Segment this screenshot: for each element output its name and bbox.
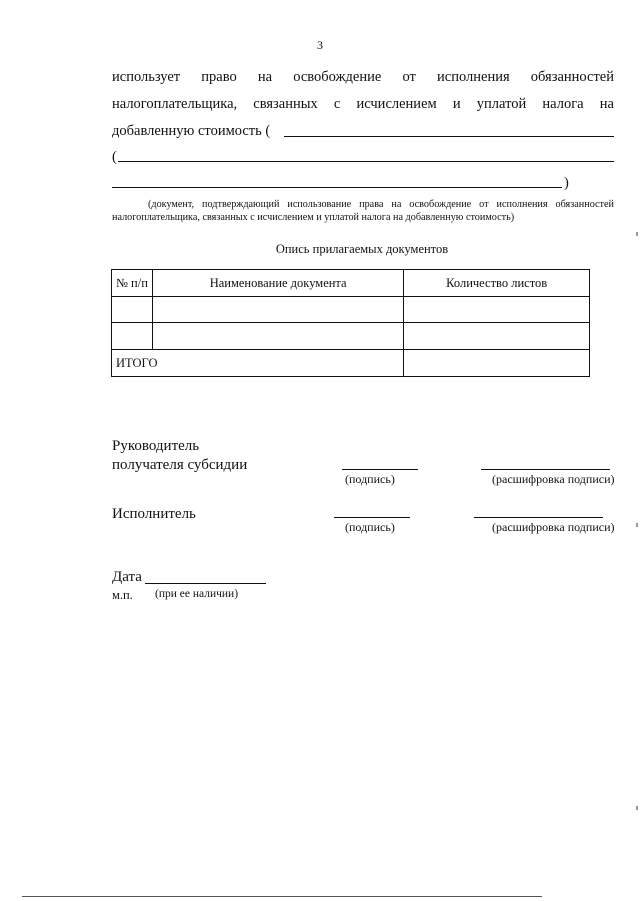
signature-caption: (подпись) xyxy=(345,472,395,486)
table-cell[interactable] xyxy=(112,297,153,323)
word: связанных xyxy=(253,96,318,112)
documents-table xyxy=(111,269,590,377)
word: обязанностей xyxy=(530,69,614,85)
date-line[interactable] xyxy=(145,583,266,584)
word: от xyxy=(402,69,416,85)
table-cell[interactable] xyxy=(112,323,153,350)
margin-mark xyxy=(636,232,638,236)
table-row xyxy=(112,323,590,350)
executor-decode-line[interactable] xyxy=(474,517,603,518)
executor-label: Исполнитель xyxy=(112,506,196,522)
word: на xyxy=(599,96,614,112)
stamp-note: (при ее наличии) xyxy=(155,588,239,600)
page-bottom-rule xyxy=(22,896,542,897)
word: на xyxy=(257,69,273,85)
date-label: Дата xyxy=(112,569,142,585)
table-cell[interactable] xyxy=(404,297,590,323)
fill-in-line[interactable] xyxy=(112,187,562,188)
table-header-row xyxy=(112,270,590,297)
table-cell[interactable] xyxy=(404,323,590,350)
decode-caption: (расшифровка подписи) xyxy=(492,472,615,486)
word: исполнения xyxy=(437,69,510,85)
head-label-line-2: получателя субсидии xyxy=(112,457,248,473)
executor-signature-line[interactable] xyxy=(334,517,410,518)
column-header: № п/п xyxy=(112,270,153,297)
word: право xyxy=(201,69,237,85)
word: с xyxy=(333,96,341,112)
signature-caption: (подпись) xyxy=(345,520,395,534)
page-number: 3 xyxy=(317,38,323,52)
word: и xyxy=(452,96,461,112)
document-note xyxy=(112,198,614,224)
table-cell[interactable] xyxy=(152,323,403,350)
table-row xyxy=(112,297,590,323)
decode-caption: (расшифровка подписи) xyxy=(492,520,615,534)
margin-mark xyxy=(636,806,638,810)
column-header: Наименование документа xyxy=(152,270,403,297)
word: исчислением xyxy=(356,96,437,112)
total-label: ИТОГО xyxy=(112,350,404,377)
paragraph-line-2 xyxy=(112,95,614,113)
paragraph-line-1 xyxy=(112,68,614,86)
close-paren: ) xyxy=(564,175,569,191)
word: уплатой xyxy=(476,96,527,112)
head-decode-line[interactable] xyxy=(481,469,610,470)
fill-in-line[interactable] xyxy=(284,136,614,137)
word: налогоплательщика, xyxy=(112,96,238,112)
paragraph-line-3: добавленную стоимость ( xyxy=(112,123,271,139)
table-title: Опись прилагаемых документов xyxy=(275,242,449,256)
total-value[interactable] xyxy=(404,350,590,377)
table-total-row xyxy=(112,350,590,377)
open-paren: ( xyxy=(112,149,117,165)
word: налога xyxy=(542,96,584,112)
margin-mark xyxy=(636,523,638,527)
word: освобождение xyxy=(293,69,382,85)
note-line-1: (документ, подтверждающий использование права на освобождение от исполнения обязанностей xyxy=(148,199,614,210)
note-line-2: налогоплательщика, связанных с исчислением и уплатой налога на добавленную стоимость) xyxy=(112,212,515,223)
stamp-label: м.п. xyxy=(112,588,133,602)
column-header: Количество листов xyxy=(404,270,590,297)
table-cell[interactable] xyxy=(152,297,403,323)
fill-in-line[interactable] xyxy=(118,161,614,162)
head-signature-line[interactable] xyxy=(342,469,418,470)
word: использует xyxy=(112,69,181,85)
head-label-line-1: Руководитель xyxy=(112,438,200,454)
